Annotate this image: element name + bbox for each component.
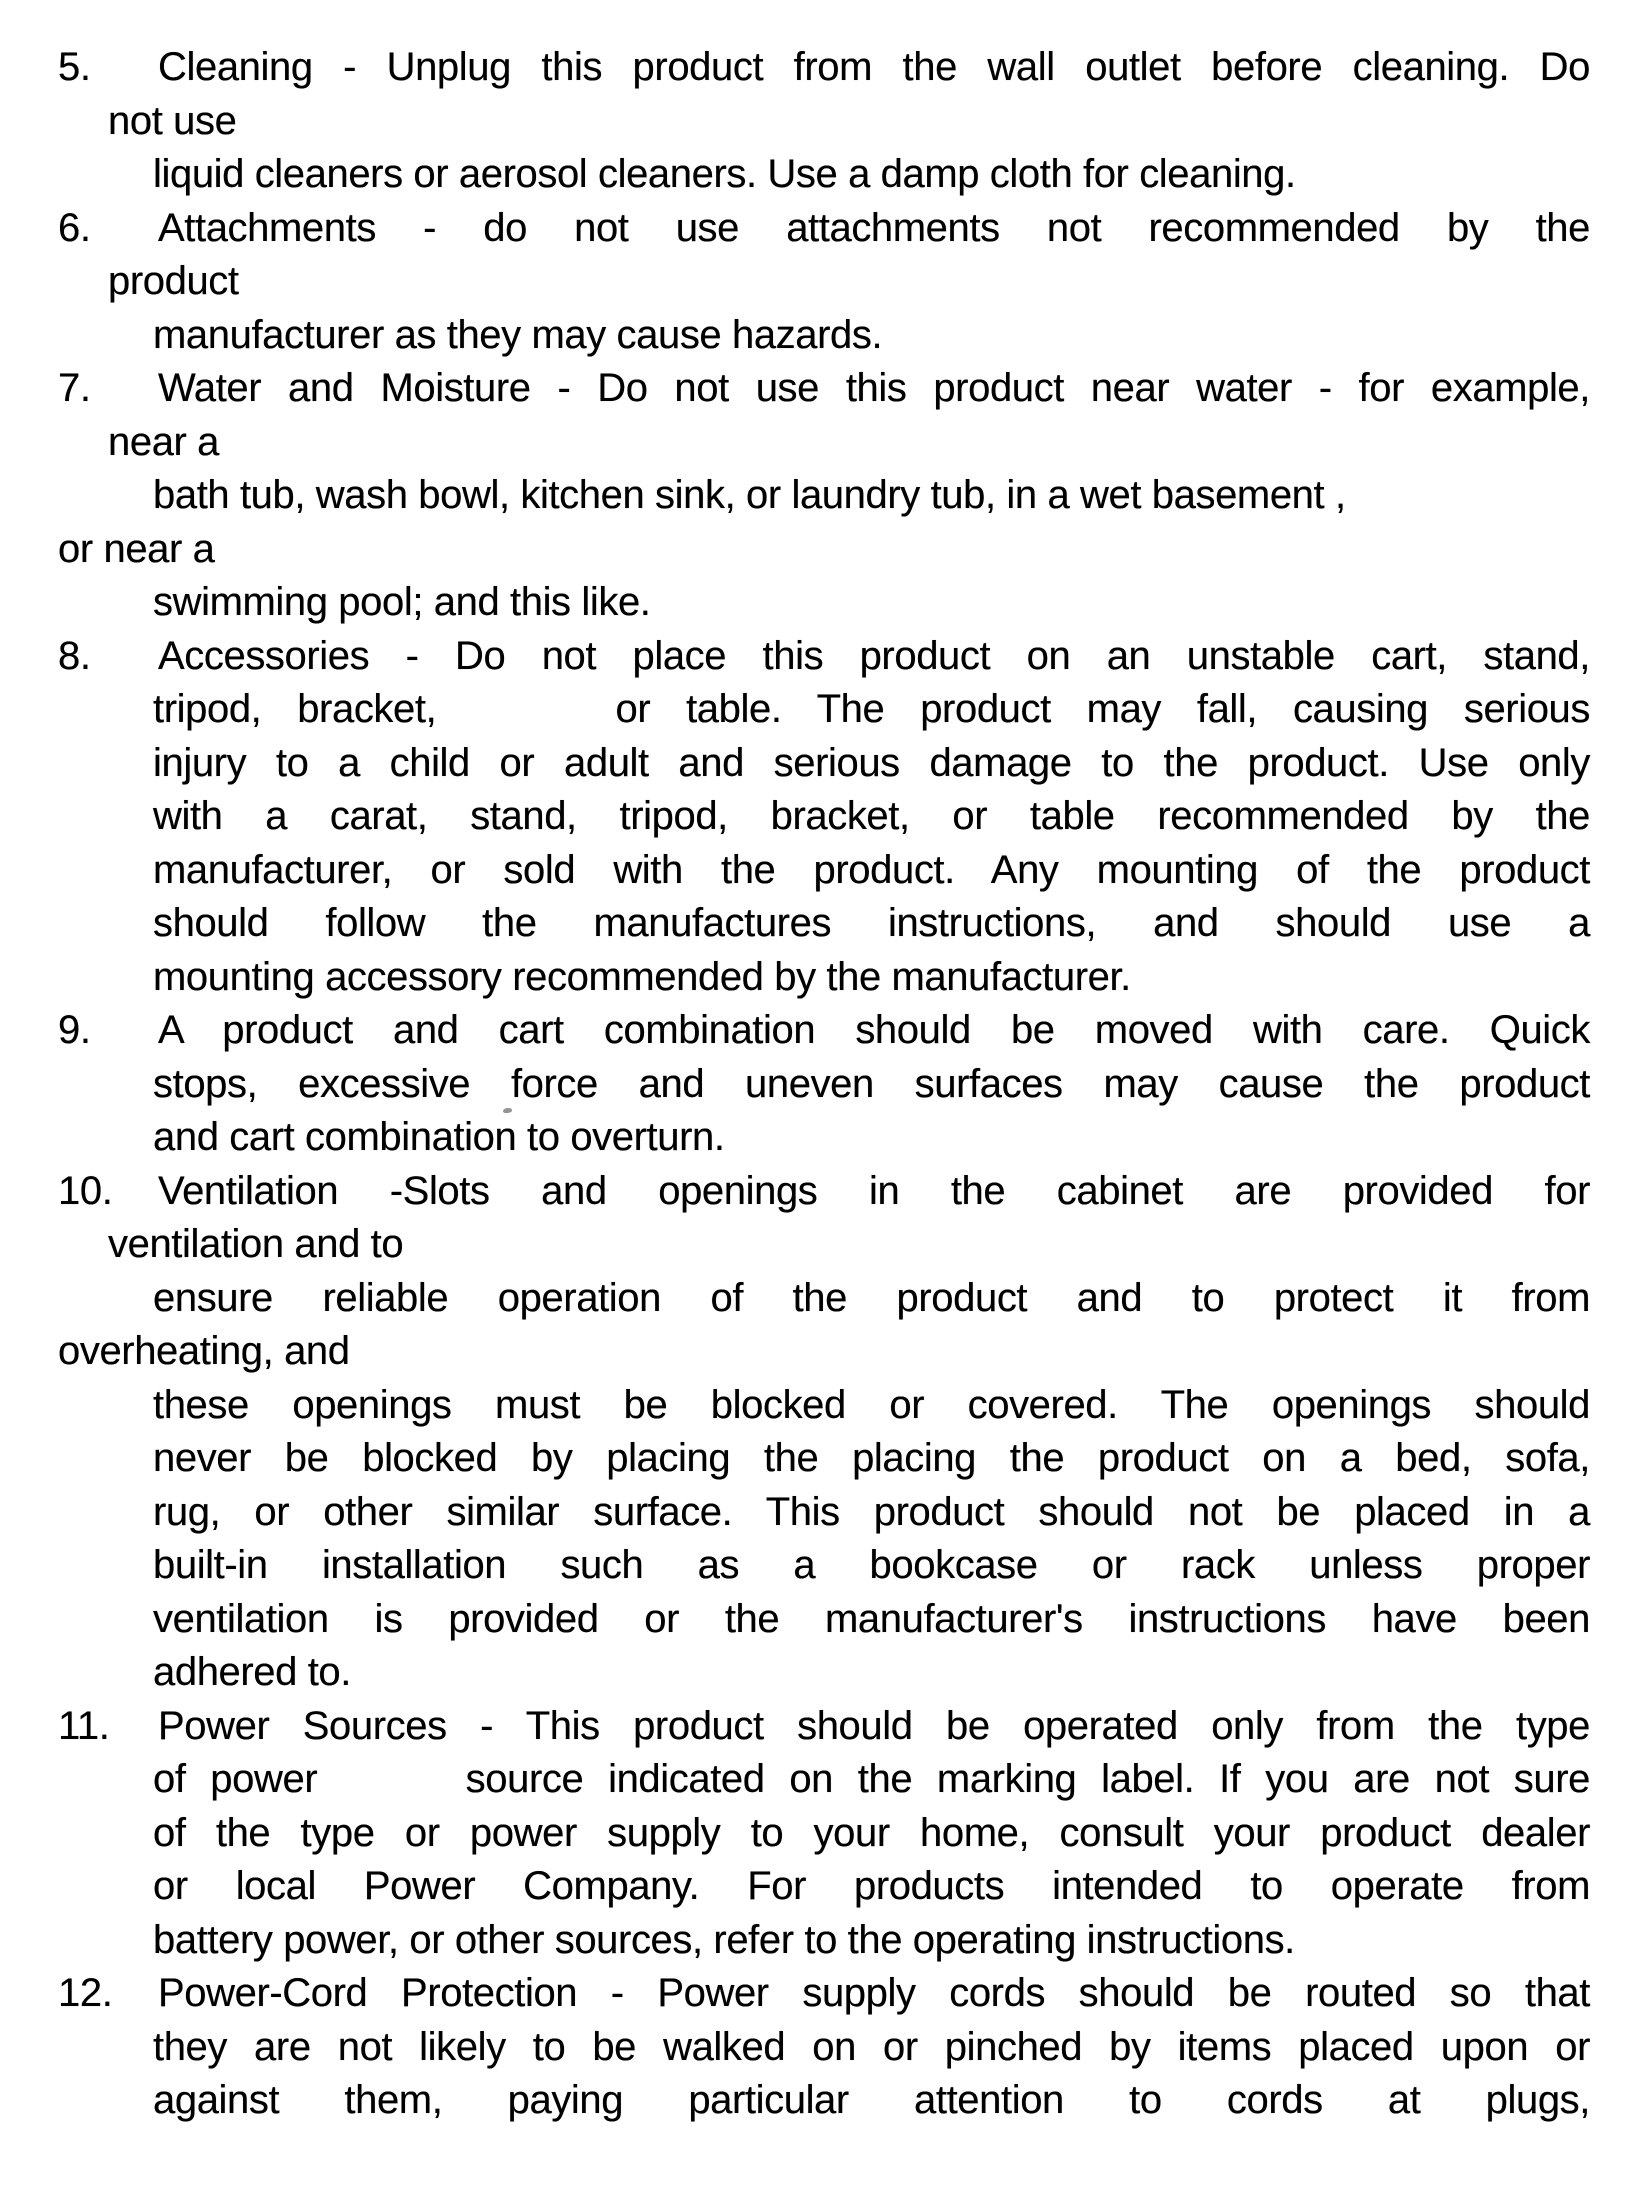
list-item-text: Attachments - do not use attachments not recommended by the bbox=[158, 205, 1590, 250]
text-line: not use bbox=[108, 98, 237, 143]
text-line: against them, paying particular attention to cords at plugs, bbox=[153, 2078, 1590, 2122]
list-item-text: A product and cart combination should be moved with care. Quick bbox=[158, 1008, 1590, 1052]
text-line: of power source indicated on the marking label. If you are not sure bbox=[153, 1757, 1590, 1801]
list-item-number: 8. bbox=[58, 633, 91, 678]
text-line: and cart combination to overturn. bbox=[153, 1115, 725, 1159]
list-item-text: Power-Cord Protection - Power supply cords should be routed so that bbox=[158, 1971, 1590, 2015]
list-item-text: Cleaning - Unplug this product from the wall outlet before cleaning. Do bbox=[158, 45, 1590, 89]
list-item-number: 7. bbox=[58, 366, 91, 410]
text-line: or local Power Company. For products intended to operate from bbox=[153, 1864, 1590, 1908]
text-line: should follow the manufactures instructions, and should use a bbox=[153, 901, 1590, 945]
text-line: or near a bbox=[58, 526, 215, 571]
text-line: manufacturer as they may cause hazards. bbox=[153, 312, 883, 357]
list-item-line bbox=[0, 41, 1632, 95]
text-line: injury to a child or adult and serious damage to the product. Use only bbox=[153, 740, 1590, 785]
text-line: never be blocked by placing the placing the product on a bed, sofa, bbox=[153, 1436, 1590, 1480]
list-item-number: 12. bbox=[58, 1971, 113, 2015]
list-item-number: 5. bbox=[58, 45, 91, 89]
text-line: rug, or other similar surface. This product should not be placed in a bbox=[153, 1489, 1590, 1534]
text-line: ventilation and to bbox=[108, 1222, 404, 1266]
list-item-line bbox=[0, 630, 1632, 684]
text-line: liquid cleaners or aerosol cleaners. Use a damp cloth for cleaning. bbox=[153, 152, 1296, 196]
text-line: mounting accessory recommended by the manufacturer. bbox=[153, 954, 1131, 999]
list-item-line bbox=[0, 1165, 1632, 1219]
list-item-number: 6. bbox=[58, 205, 91, 250]
text-line: adhered to. bbox=[153, 1650, 351, 1694]
list-item-line bbox=[0, 1004, 1632, 1058]
text-line: overheating, and bbox=[58, 1329, 350, 1373]
list-item-text: Ventilation -Slots and openings in the cabinet are provided for bbox=[158, 1168, 1590, 1213]
text-line: near a bbox=[108, 419, 220, 464]
list-item-line bbox=[0, 1967, 1632, 2021]
text-line: with a carat, stand, tripod, bracket, or table recommended by the bbox=[153, 794, 1590, 838]
text-line: tripod, bracket, or table. The product may fall, causing serious bbox=[153, 687, 1590, 731]
text-line: ventilation is provided or the manufacturer's instructions have been bbox=[153, 1596, 1590, 1641]
list-item-text: Power Sources - This product should be operated only from the type bbox=[158, 1703, 1590, 1748]
text-line: manufacturer, or sold with the product. Any mounting of the product bbox=[153, 847, 1590, 892]
text-line: battery power, or other sources, refer to the operating instructions. bbox=[153, 1917, 1295, 1962]
text-line: product bbox=[108, 259, 239, 303]
text-line: bath tub, wash bowl, kitchen sink, or laundry tub, in a wet basement , bbox=[153, 473, 1346, 517]
list-item-number: 9. bbox=[58, 1008, 91, 1052]
list-item-line bbox=[0, 362, 1632, 416]
text-line: swimming pool; and this like. bbox=[153, 580, 651, 624]
text-line: these openings must be blocked or covered. The openings should bbox=[153, 1382, 1590, 1427]
text-line: ensure reliable operation of the product and to protect it from bbox=[153, 1275, 1590, 1320]
text-line: built-in installation such as a bookcase or rack unless proper bbox=[153, 1543, 1590, 1587]
list-item-number: 10. bbox=[58, 1168, 113, 1213]
text-line: stops, excessive force and uneven surfaces may cause the product bbox=[153, 1061, 1590, 1106]
list-item-line bbox=[0, 1700, 1632, 1754]
list-item-text: Accessories - Do not place this product on an unstable cart, stand, bbox=[158, 633, 1590, 678]
list-item-text: Water and Moisture - Do not use this product near water - for example, bbox=[158, 366, 1590, 410]
list-item-number: 11. bbox=[58, 1703, 110, 1748]
text-line: of the type or power supply to your home, consult your product dealer bbox=[153, 1810, 1590, 1855]
list-item-line bbox=[0, 202, 1632, 256]
text-line: they are not likely to be walked on or pinched by items placed upon or bbox=[153, 2024, 1590, 2069]
